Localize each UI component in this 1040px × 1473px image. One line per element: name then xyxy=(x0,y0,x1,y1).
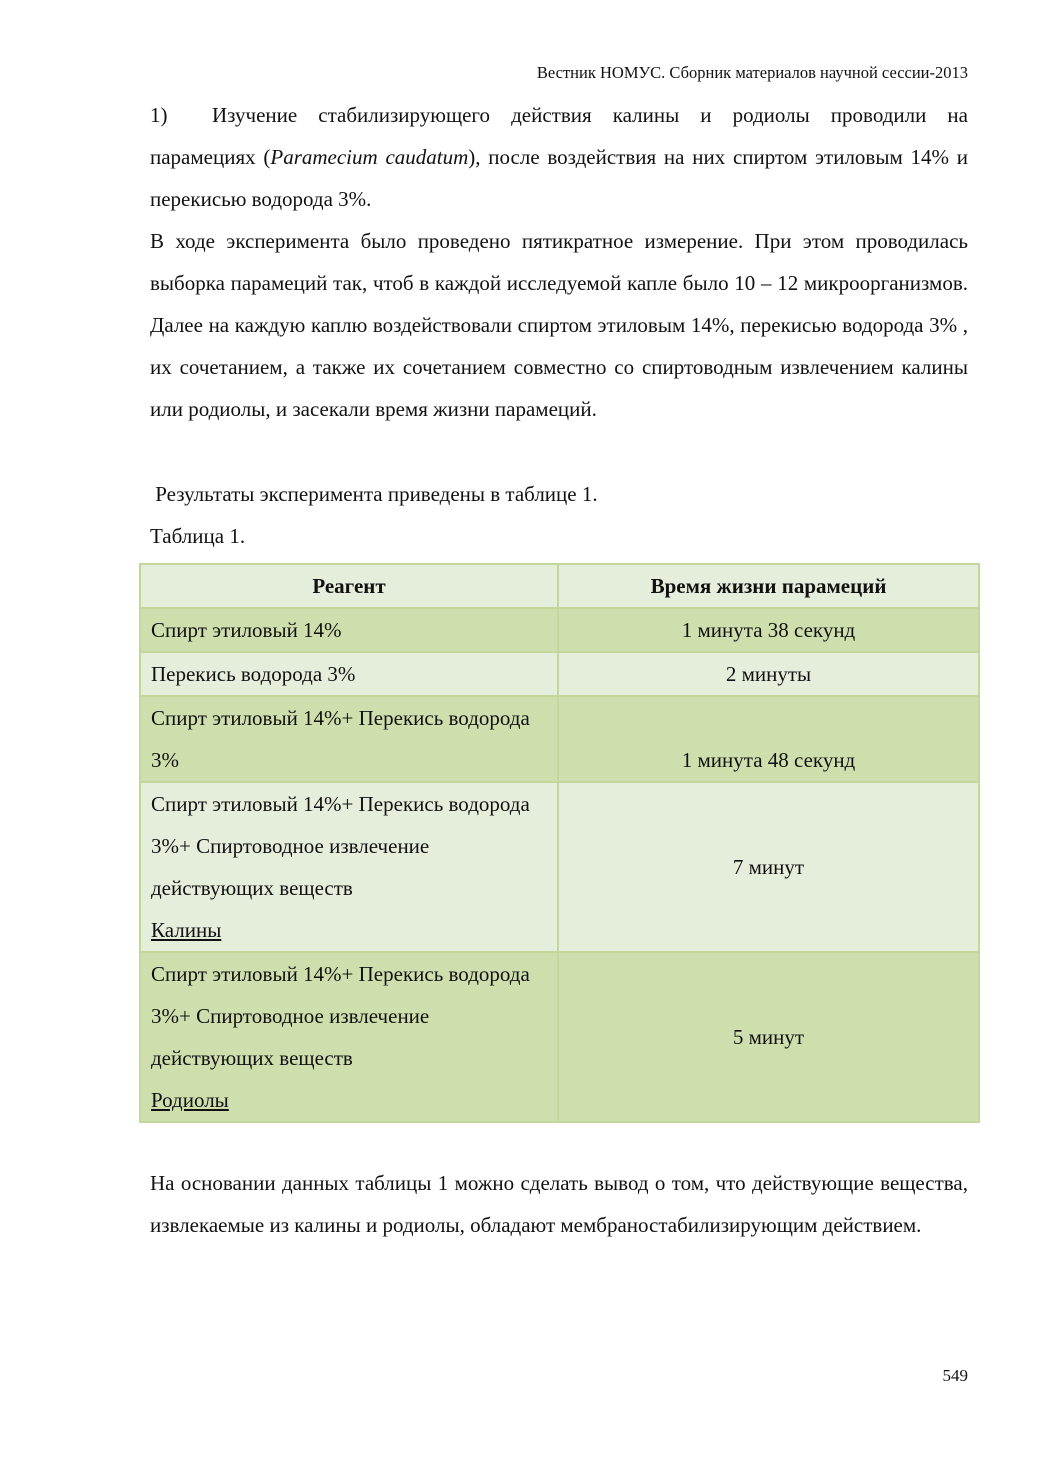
lifetime-cell: 2 минуты xyxy=(558,652,979,696)
intro-paragraph xyxy=(150,94,968,220)
lifetime-cell: 7 минут xyxy=(558,782,979,952)
results-reference xyxy=(150,473,968,515)
header-lifetime: Время жизни парамеций xyxy=(558,564,979,608)
results-table xyxy=(139,563,980,1123)
reagent-cell: Перекись водорода 3% xyxy=(140,652,558,696)
species-name: Paramecium caudatum xyxy=(270,145,469,169)
page-number: 549 xyxy=(942,1366,968,1385)
reagent-cell: Спирт этиловый 14% xyxy=(140,608,558,652)
reagent-cell xyxy=(140,782,558,952)
conclusion-text: На основании данных таблицы 1 можно сделать вывод о том, что действующие вещества, извлекаемые из калины и родиолы, обладают мембраностабилизирующим действием. xyxy=(150,1171,968,1237)
intro-text-start: Изучение стабилизирующего действия калины и родиолы проводили на парамециях ( xyxy=(150,103,968,169)
methods-text: В ходе эксперимента было проведено пятикратное измерение. При этом проводилась выборка парамеций так, чтоб в каждой исследуемой капле было 10 – 12 микроорганизмов. Далее на каждую каплю воздействовали спиртом этиловым 14%, перекисью водорода 3% , их сочетанием, а также их сочетанием совместно со спиртоводным извлечением калины или родиолы, и засекали время жизни парамеций. xyxy=(150,229,968,421)
reagent-text: Спирт этиловый 14%+ Перекись водорода 3%+ Спиртоводное извлечение действующих веществ xyxy=(151,792,530,900)
reagent-plant-name: Калины xyxy=(151,918,222,942)
header-reagent: Реагент xyxy=(140,564,558,608)
table-caption xyxy=(150,515,968,557)
table-caption-text: Таблица 1. xyxy=(150,524,246,548)
table-row xyxy=(140,782,979,952)
results-reference-text: Результаты эксперимента приведены в таблице 1. xyxy=(150,482,598,506)
reagent-cell: Спирт этиловый 14%+ Перекись водорода 3% xyxy=(140,696,558,782)
table-row xyxy=(140,652,979,696)
reagent-cell xyxy=(140,952,558,1122)
running-header: Вестник НОМУС. Сборник материалов научной сессии-2013 xyxy=(536,63,968,82)
list-number: 1) xyxy=(150,103,168,127)
table-header-row xyxy=(140,564,979,608)
table-row xyxy=(140,952,979,1122)
lifetime-cell: 1 минута 38 секунд xyxy=(558,608,979,652)
methods-paragraph xyxy=(150,220,968,430)
intro-text-end: ), после воздействия на них спиртом этиловым 14% и перекисью водорода 3%. xyxy=(150,145,968,211)
reagent-text: Спирт этиловый 14%+ Перекись водорода 3%+ Спиртоводное извлечение действующих веществ xyxy=(151,962,530,1070)
table-row xyxy=(140,608,979,652)
lifetime-cell: 5 минут xyxy=(558,952,979,1122)
reagent-plant-name: Родиолы xyxy=(151,1088,229,1112)
lifetime-cell: 1 минута 48 секунд xyxy=(558,696,979,782)
conclusion-paragraph xyxy=(150,1162,968,1246)
table-row xyxy=(140,696,979,782)
